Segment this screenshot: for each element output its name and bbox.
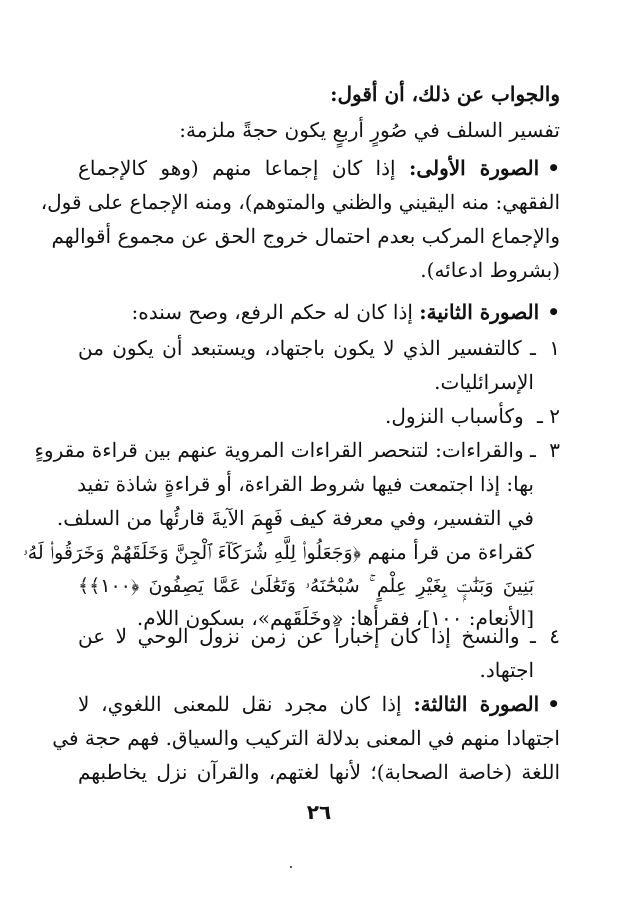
- item-number: ٤ ـ: [530, 624, 561, 648]
- third-form-text: إذا كان مجرد نقل للمعنى اللغوي، لا: [78, 692, 402, 716]
- item-number: ٢ ـ: [537, 404, 560, 428]
- second-form-text: إذا كان له حكم الرفع، وصح سنده:: [131, 300, 413, 324]
- item-text: والنسخ إذا كان إخباراً عن زمن نزول الوحي لا عن: [78, 624, 520, 648]
- item-3-line-1: [34, 432, 560, 468]
- item-text: كالتفسير الذي لا يكون باجتهاد، ويستبعد أن يكون من: [78, 336, 522, 360]
- third-form-line-2: اجتهادا منهم في المعنى بدلالة التركيب والسياق. فهم حجة في: [52, 726, 560, 750]
- third-form-label: الصورة الثالثة:: [413, 692, 540, 716]
- item-4-line-2: اجتهاد.: [479, 658, 534, 682]
- bullet-icon: •: [547, 300, 560, 324]
- page-number: ٢٦: [306, 800, 332, 824]
- item-3-line-4: [22, 534, 534, 570]
- first-form-label: الصورة الأولى:: [408, 156, 540, 180]
- item-3-line-3: في التفسير، وفي معرفة كيف فَهِمَ الآيةَ قارئُها من السلف.: [56, 506, 534, 530]
- answer-heading: والجواب عن ذلك، أن أقول:: [330, 82, 560, 106]
- item-2-line: [78, 398, 560, 434]
- third-form-line-1: [78, 686, 560, 722]
- item-number: ١ ـ: [530, 336, 561, 360]
- item-1-line-2: الإسرائليات.: [434, 370, 534, 394]
- item-3-line-2: بها: إذا اجتمعت فيها شروط القراءة، أو قراءةٍ شاذة تفيد: [77, 472, 534, 496]
- item-4-line-1: [78, 618, 560, 654]
- item-text: والقراءات: لتنحصر القراءات المروية عنهم بين قراءة مقروءٍ: [34, 438, 524, 462]
- third-form-line-3: اللغة (خاصة الصحابة)؛ لأنها لغتهم، والقرآن نزل يخاطبهم: [78, 760, 560, 784]
- first-form-line-1: [78, 150, 560, 186]
- bullet-icon: •: [547, 156, 560, 180]
- item-number: ٣ ـ: [530, 438, 560, 462]
- item-1-line-1: [78, 330, 560, 366]
- first-form-line-2: الفقهي: منه اليقيني والظني والمتوهم)، ومنه الإجماع على قول،: [40, 190, 560, 214]
- intro-line: تفسير السلف في صُورٍ أربعٍ يكون حجةً ملزمة:: [179, 118, 560, 142]
- second-form-line: [78, 294, 560, 330]
- quran-verse: ﴿وَجَعَلُوا۟ لِلَّهِ شُرَكَآءَ ٱلْجِنَّ وَخَلَقَهُمْ وَخَرَقُوا۟ لَهُۥ: [22, 542, 362, 564]
- bullet-icon: •: [547, 692, 560, 716]
- first-form-line-3: والإجماع المركب بعدم احتمال خروج الحق عن مجموع أقوالهم: [51, 224, 560, 248]
- first-form-line-4: (بشروط ادعائه).: [420, 258, 560, 282]
- item-text: كقراءة من قرأ منهم: [367, 540, 534, 564]
- first-form-text: إذا كان إجماعا منهم (وهو كالإجماع: [78, 156, 396, 180]
- item-3-line-6: [الأنعام: ١٠٠]، فقرأها: «وخَلَقَهم»، بسكون اللام.: [136, 606, 534, 630]
- second-form-label: الصورة الثانية:: [419, 300, 540, 324]
- scan-speck: [290, 866, 292, 868]
- item-3-line-5: بَنِينَ وَبَنَٰتٍۭ بِغَيْرِ عِلْمٍ ۚ سُبْحَٰنَهُۥ وَتَعَٰلَىٰ عَمَّا يَصِفُونَ ﴿١٠٠﴾﴾: [78, 575, 534, 597]
- item-text: وكأسباب النزول.: [385, 404, 524, 428]
